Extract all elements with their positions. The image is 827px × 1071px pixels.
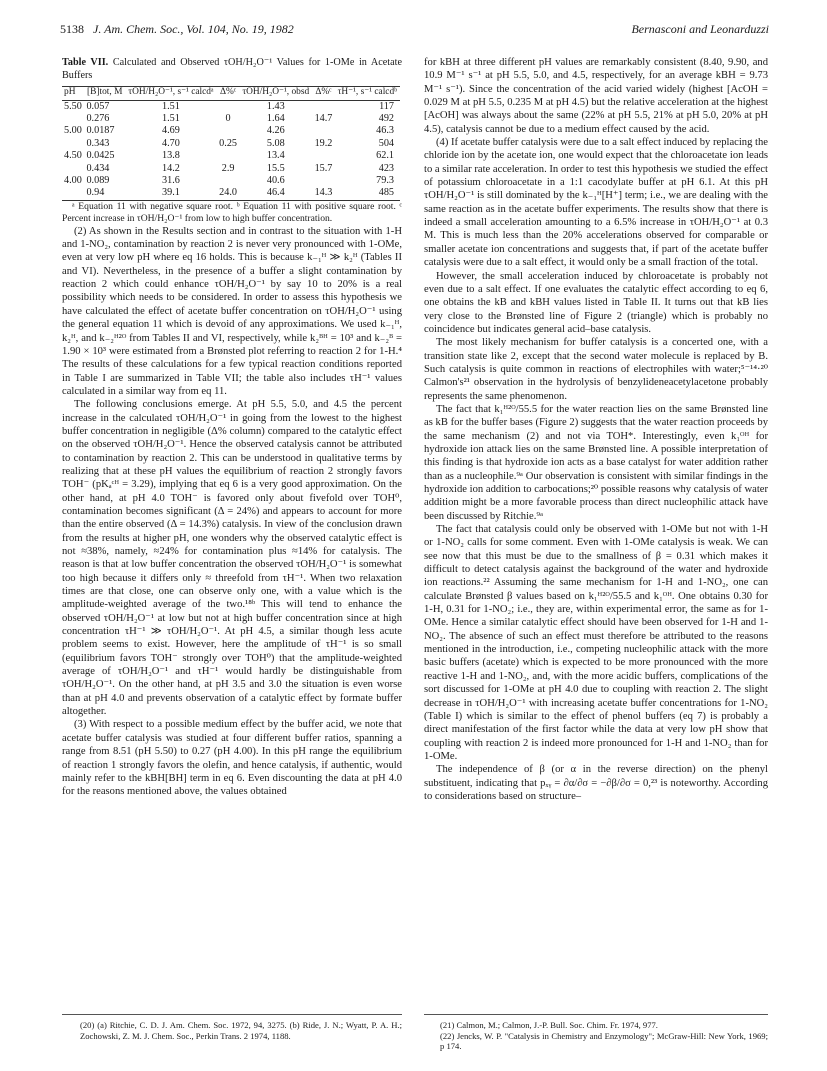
table-cell: 5.50 [64, 100, 82, 112]
body-paragraph: (2) As shown in the Results section and in contrast to the situation with 1-H and 1-NO₂, contamination by reaction 2 is never very pronounced with 1-OMe, even at very low pH where eq 16 holds. This is because k₋₁ᴴ ≫ k₂ᴴ (Tables II and VI). Nevertheless, in the presence of a buffer a slight contamination by reaction 2 which could enhance τOH/H₂O⁻¹ by say 10 to 20% is a real possibility which needs to be considered. In order to assess this hypothesis we have calculated the effect of acetate buffer concentration on τOH/H₂O⁻¹ using the general equation 11 which is devoid of any approximations. We used k₋₁ᴴ, k₂ᴴ, and k₋₂ᴴ²ᴼ from Tables II and VI, respectively, while k₂ᴮᴴ = 10³ and k₋₂ᴮ = 1.90 × 10³ were estimated from a Brønsted plot referring to reaction 2 for 1-H.⁴ The results of these calculations for a few typical reaction conditions reported in Table I are summarized in Table VII; the table also includes τH⁻¹ values calculated in a similar way from eq 11. [62, 225, 402, 397]
table-cell: 4.70 [162, 137, 180, 149]
data-table [62, 86, 400, 201]
table-cell: 1.64 [266, 112, 285, 124]
table-cell: 0.0187 [86, 125, 115, 137]
table-cell [217, 125, 239, 137]
page-header [60, 22, 769, 40]
table-cell: 13.8 [162, 150, 180, 162]
table-cell: 4.00 [64, 174, 82, 186]
left-column [62, 56, 402, 799]
table-cell: 485 [335, 187, 400, 200]
table-row [62, 100, 400, 113]
table-cell [217, 100, 239, 113]
table-caption-text: Calculated and Observed τOH/H₂O⁻¹ Values for 1-OMe in Acetate Buffers [62, 57, 403, 81]
table-cell: 4.69 [162, 125, 180, 137]
table-cell: 31.6 [162, 174, 180, 186]
table-cell: 46.4 [239, 187, 312, 200]
table-cell: 0.94 [84, 187, 125, 200]
table-cell: 492 [378, 112, 394, 124]
table-header-cell: Δ%ᶜ [312, 87, 334, 101]
table-caption [62, 56, 402, 82]
table-row [62, 187, 400, 200]
table-cell [312, 175, 334, 187]
table-cell [217, 175, 239, 187]
table-row [62, 113, 400, 125]
body-paragraph: (4) If acetate buffer catalysis were due to a salt effect induced by replacing the chloride ion by the acetate ion, one would expect that the chloroacetate ion leads to a similar rate acceleration. In order to test this hypothesis we studied the effect of potassium chloroacetate in a 1:1 cacodylate buffer at pH 6.1. At this pH τOH/H₂O⁻¹ is still dominated by the k₋₁ᴴ[H⁺] term; i.e., we are dealing with the same reaction as in the acetate buffer experiments. The results show that there is indeed a small acceleration amounting to a 6.5% increase in τOH/H₂O⁻¹ at 0.3 M. This is much less than the 20% accelerations observed for comparable or smaller acetate ion concentrations and suggests that, if part of the acetate buffer catalysis were due to a salt effect, it would only be a small fraction of the total. [424, 137, 768, 269]
body-paragraph: The following conclusions emerge. At pH 5.5, 5.0, and 4.5 the percent increase in the calculated τOH/H₂O⁻¹ in going from the lowest to the highest buffer concentration in negligible (Δ% column) compared to the catalytic effect on the observed τOH/H₂O⁻¹. Hence the observed catalysis cannot be attributed to contamination by reaction 2. This can be understood in qualitative terms by realizing that at these pH values the equilibrium of reaction 2 strongly favors TOH⁻ (pKₐᶜᴴ = 3.29), implying that eq 6 is a very good approximation. On the other hand, at pH 4.0 TOH⁻ is favored only about fivefold over TOH⁰, contamination becomes significant (Δ = 24%) and appears to account for more than the entire observed (Δ = 14.3%) catalysis. In view of the conclusion drawn from the results at higher pH, one wonders why the observed catalytic effect is not ≈38%, namely, ≈24% for contamination plus ≈14% for catalysis. The reason is that at low buffer concentration the observed τOH/H₂O⁻¹ is somewhat too high because it differs only ≈ threefold from τH⁻¹. When two relaxation times are that close, one can observe only one, with a value which is the amplitude-weighted average of the two.¹⁸ᵇ This will tend to enhance the observed τOH/H₂O⁻¹ at low but not at high buffer concentration since at high concentration τH⁻¹ ≫ τOH/H₂O⁻¹. At pH 4.5, a similar though less acute problem seems to exist. However, here the amplitude of τH⁻¹ is so small (equilibrium favors TOH⁻ strongly over TOH⁰) that the amplitude-weighted average of τOH/H₂O⁻¹ and τH⁻¹ would hardly be distinguishable from τOH/H₂O⁻¹. On the other hand, at pH 3.5 and 3.0 the situation is even worse than at pH 4.0 and prevents observation of a catalytic effect by formate buffer altogether. [62, 399, 402, 718]
table-cell: 14.7 [314, 112, 333, 124]
table-cell: 24.0 [217, 187, 239, 200]
table-cell: 40.6 [266, 174, 285, 186]
table-cell [217, 150, 239, 162]
footnote: (20) (a) Ritchie, C. D. J. Am. Chem. Soc. 1972, 94, 3275. (b) Ride, J. N.; Wyatt, P. A. H.; Zochowski, Z. M. J. Chem. Soc., Perkin Trans. 2 1974, 1188. [80, 1020, 402, 1041]
table-header-cell: τOH/H₂O⁻¹, obsd [239, 87, 312, 101]
table-cell: 19.2 [314, 137, 333, 149]
table-cell: 79.3 [376, 174, 394, 186]
table-cell: 46.3 [376, 125, 394, 137]
table-cell: 504 [378, 137, 394, 149]
table-row [62, 150, 400, 162]
table-cell: 117 [379, 100, 394, 112]
table-cell: 0.276 [86, 112, 110, 124]
table-cell: 1.51 [162, 112, 180, 124]
table-row [62, 125, 400, 137]
table-cell: 4.26 [266, 125, 285, 137]
table-caption-label: Table VII. [62, 57, 109, 68]
table-cell: 0.25 [219, 137, 237, 149]
table-cell: 62.1 [376, 150, 394, 162]
table-cell: 14.2 [162, 162, 180, 174]
footnote-divider [62, 1014, 402, 1015]
table-cell: 1.51 [162, 100, 180, 112]
table-header-cell: pH [62, 87, 84, 101]
footnotes-right [440, 1020, 768, 1052]
table-cell: 13.4 [266, 150, 285, 162]
table-cell [62, 113, 84, 125]
table-cell [62, 187, 84, 200]
table-cell: 2.9 [221, 162, 235, 174]
table-cell: 0.089 [86, 174, 110, 186]
table-cell: 4.50 [64, 150, 82, 162]
journal-citation: J. Am. Chem. Soc., Vol. 104, No. 19, 1982 [93, 22, 294, 36]
footnote-divider [424, 1014, 768, 1015]
table-cell [312, 125, 334, 137]
body-paragraph: However, the small acceleration induced by chloroacetate is probably not even due to a salt effect. If one evaluates the catalytic effect according to eq 6, one obtains the kB and kBH values listed in Table II. It turns out that kB lies very close to the Brønsted line of Figure 2 (triangle) which is probably no coincidence but indicates general acid–base catalysis. [424, 270, 768, 335]
table-header-cell: Δ%ᶜ [217, 87, 239, 101]
running-authors: Bernasconi and Leonarduzzi [631, 22, 769, 36]
body-paragraph: for kBH at three different pH values are remarkably consistent (8.40, 9.90, and 10.9 M⁻¹ s⁻¹ at pH 5.5, 5.0, and 4.5, respectively, for an average kBH = 9.73 M⁻¹ s⁻¹). Since the concentration of the acid varied widely (highest [AcOH = 0.029 M at pH 5.5, 0.235 M at pH 4.5) but the relative acceleration at the highest [AcOH] was always about the same (22% at pH 5.5, 21% at pH 5.0, 20% at pH 4.5), catalysis cannot be due to a medium effect caused by the acid. [424, 57, 768, 135]
footnotes-left [80, 1020, 402, 1041]
table-row [62, 138, 400, 150]
table-cell: 15.7 [314, 162, 333, 174]
table-cell [62, 163, 84, 175]
table-cell: 0.434 [86, 162, 110, 174]
table-cell [312, 150, 334, 162]
table-header-cell: τOH/H₂O⁻¹, s⁻¹ calcdᵃ [125, 87, 217, 101]
body-paragraph: The fact that k₁ᴴ²ᴼ/55.5 for the water reaction lies on the same Brønsted line as kB for the buffer bases (Figure 2) suggests that the water reaction proceeds by the same mechanism (2) and not via TOH*. Interestingly, even k₁ᴼᴴ for hydroxide ion attack lies on the same Brønsted line. A possible interpretation of this finding is that hydroxide ion acts as a base catalyst for water addition rather than as a nucleophile.⁹ᵃ Our observation is consistent with similar findings in the hydroxide ion addition to carbocations;²⁰ possible reasons why catalysis of water addition might be a more favorable process than direct nucleophilic attack have been discussed by Ritchie.⁹ᵃ [424, 403, 768, 522]
table-header-row [62, 87, 400, 101]
table-cell: 5.00 [64, 125, 82, 137]
footnote: (22) Jencks, W. P. "Catalysis in Chemistry and Enzymology"; McGraw-Hill: New York, 1969; p 174. [440, 1030, 768, 1051]
table-cell: 5.08 [266, 137, 285, 149]
table-cell: 39.1 [125, 187, 217, 200]
table-cell [312, 100, 334, 113]
table-row [62, 163, 400, 175]
right-column [424, 56, 768, 803]
body-paragraph: (3) With respect to a possible medium effect by the buffer acid, we note that acetate buffer catalysis was studied at four different buffer ratios, spanning a range from 8.51 (pH 5.50) to 0.27 (pH 4.00). In this pH range the equilibrium of reaction 1 strongly favors the olefin, and hence catalysis, if authentic, would mainly refer to the kBH[BH] term in eq 6. Even discounting the data at pH 4.0 for the reasons mentioned above, the values obtained [62, 719, 402, 798]
table-header-cell: [B]tot, M [84, 87, 125, 101]
table-cell: 0.057 [86, 100, 110, 112]
table-cell: 1.43 [266, 100, 285, 112]
footnote: (21) Calmon, M.; Calmon, J.-P. Bull. Soc. Chim. Fr. 1974, 977. [440, 1020, 658, 1030]
table-cell [62, 138, 84, 150]
table-header-cell: τH⁻¹, s⁻¹ calcdᵇ [335, 87, 400, 101]
page-number: 5138 [60, 22, 84, 36]
table-cell: 0.343 [86, 137, 110, 149]
table-row [62, 175, 400, 187]
table-cell: 0.0425 [86, 150, 115, 162]
body-paragraph: The most likely mechanism for buffer catalysis is a concerted one, with a transition state like 2, except that the second water molecule is replaced by B. Such catalysis is quite common in reactions of electrophiles with water;⁵⁻¹⁴·²⁰ Calmon's²¹ observation in the hydrolysis of benzylideneacetylacetone probably represents the same phenomenon. [424, 337, 768, 402]
body-paragraph: The fact that catalysis could only be observed with 1-OMe but not with 1-H or 1-NO₂ calls for some comment. Even with 1-OMe catalysis is weak. We can see now that this must be due to the smallness of β = 0.31 which makes it difficult to detect catalysis against the background of the water and hydroxide ion reactions.²² Assuming the same mechanism for 1-H and 1-NO₂, one can calculate Brønsted β values based on k₁ᴴ²ᴼ/55.5 and k₁ᴼᴴ. One obtains 0.30 for 1-H, 0.31 for 1-NO₂; i.e., they are, within experimental error, the same as for 1-OMe. Hence a similar catalytic effect should have been observed for 1-H and 1-NO₂. The absence of such an effect must therefore be attributed to the reasons mentioned in the introduction, i.e., competing nucleophilic attack with the more basic buffers (acetate) which is expected to be more pronounced with the more reactive 1-H and 1-NO₂, and, with the more acidic buffers, complications of the sort discussed for 1-OMe at pH 4.0 due to coupling with reaction 2. The slight decrease in τOH/H₂O⁻¹ with increasing acetate buffer concentrations for 1-NO₂ (Table I) which is similar to the effect of phenol buffers (eq 7) is probably a direct manifestation of the first factor while the data at very low pH show that coupling with reaction 2 is indeed more pronounced for 1-H and 1-NO₂ than for 1-OMe. [424, 524, 768, 762]
table-cell: 14.3 [312, 187, 334, 200]
table-cell: 0 [225, 112, 231, 124]
table-footnote: ᵃ Equation 11 with negative square root. ᵇ Equation 11 with positive square root. ᶜ Percent increase in τOH/H₂O⁻¹ from low to high buffer concentration. [62, 200, 402, 224]
table-cell: 15.5 [266, 162, 285, 174]
table-cell: 423 [378, 162, 394, 174]
body-paragraph: The independence of β (or α in the reverse direction) on the phenyl substituent, indicating that pₓᵧ = ∂α/∂σ = −∂β/∂σ = 0,²³ is noteworthy. According to considerations based on structure– [424, 764, 768, 802]
